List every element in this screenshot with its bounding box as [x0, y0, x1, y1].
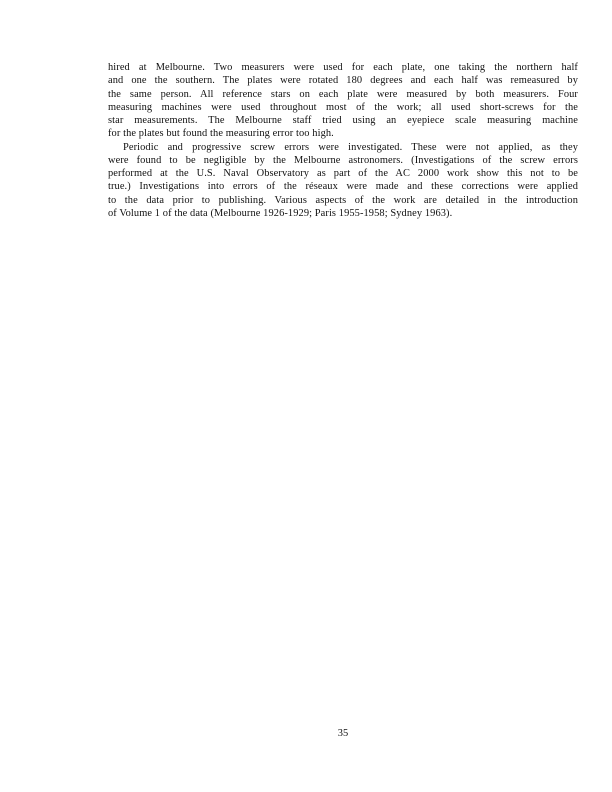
text-line: of Volume 1 of the data (Melbourne 1926-1929; Paris 1955-1958; Sydney 1963).	[108, 207, 453, 219]
page-number: 35	[337, 728, 349, 739]
text-line: to the data prior to publishing. Various aspects of the work are detailed in the introduction	[108, 194, 578, 206]
paragraph	[108, 61, 578, 141]
text-line: true.) Investigations into errors of the réseaux were made and these corrections were applied	[108, 181, 578, 193]
text-line: measuring machines were used throughout most of the work; all used short-screws for the	[108, 101, 578, 113]
text-line: Periodic and progressive screw errors were investigated. These were not applied, as they	[123, 141, 578, 153]
text-line: and one the southern. The plates were rotated 180 degrees and each half was remeasured by	[108, 75, 578, 87]
text-line: performed at the U.S. Naval Observatory as part of the AC 2000 work show this not to be	[108, 168, 578, 179]
paragraph	[108, 141, 578, 221]
text-line: hired at Melbourne. Two measurers were used for each plate, one taking the northern half	[108, 62, 578, 73]
text-line: the same person. All reference stars on each plate were measured by both measurers. Four	[108, 88, 578, 100]
text-line: were found to be negligible by the Melbourne astronomers. (Investigations of the screw errors	[108, 154, 578, 166]
body-text	[108, 61, 578, 220]
text-line: star measurements. The Melbourne staff tried using an eyepiece scale measuring machine	[108, 115, 578, 126]
text-line: for the plates but found the measuring error too high.	[108, 128, 334, 140]
